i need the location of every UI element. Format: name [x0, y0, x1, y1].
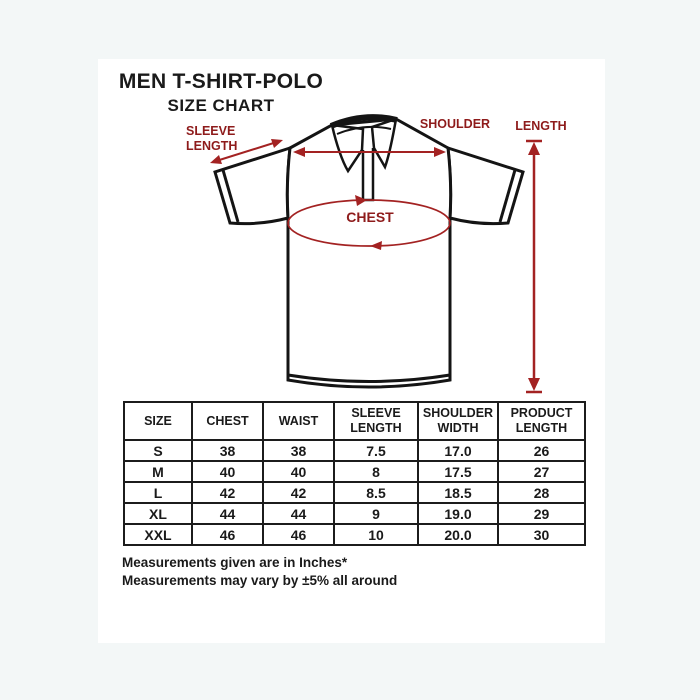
col-header-sleeve-length: SLEEVE LENGTH: [334, 402, 418, 440]
table-row-l: [124, 482, 585, 503]
cell-waist: 44: [263, 503, 334, 524]
cell-size: S: [124, 440, 192, 461]
table-row-m: [124, 461, 585, 482]
cell-size: M: [124, 461, 192, 482]
cell-sleeve-length: 7.5: [334, 440, 418, 461]
length-label: LENGTH: [515, 119, 567, 133]
cell-shoulder-width: 18.5: [418, 482, 498, 503]
cell-shoulder-width: 19.0: [418, 503, 498, 524]
cell-chest: 46: [192, 524, 263, 545]
cell-shoulder-width: 20.0: [418, 524, 498, 545]
cell-waist: 42: [263, 482, 334, 503]
cell-product-length: 28: [498, 482, 585, 503]
col-header-waist: WAIST: [263, 402, 334, 440]
col-header-size: SIZE: [124, 402, 192, 440]
length-arrow: [526, 141, 542, 392]
cell-waist: 46: [263, 524, 334, 545]
measurement-notes: [122, 554, 397, 590]
col-header-chest: CHEST: [192, 402, 263, 440]
sleeve-length-label: SLEEVE LENGTH: [186, 124, 238, 153]
note-tolerance: Measurements may vary by ±5% all around: [122, 573, 398, 588]
cell-sleeve-length: 8.5: [334, 482, 418, 503]
right-sleeve: [448, 148, 523, 224]
cell-waist: 38: [263, 440, 334, 461]
left-sleeve: [215, 148, 290, 224]
page-title: MEN T-SHIRT-POLO: [118, 70, 324, 93]
note-units: Measurements given are in Inches*: [122, 555, 348, 570]
placket: [363, 148, 373, 200]
cell-product-length: 30: [498, 524, 585, 545]
size-table-header-row: [124, 402, 585, 440]
shoulder-label: SHOULDER: [419, 117, 491, 131]
cell-sleeve-length: 10: [334, 524, 418, 545]
cell-waist: 40: [263, 461, 334, 482]
cell-size: L: [124, 482, 192, 503]
table-row-xl: [124, 503, 585, 524]
col-header-shoulder-width: SHOULDER WIDTH: [418, 402, 498, 440]
cell-chest: 38: [192, 440, 263, 461]
cell-chest: 44: [192, 503, 263, 524]
chest-label: CHEST: [346, 209, 394, 225]
cell-product-length: 26: [498, 440, 585, 461]
page-subtitle: SIZE CHART: [167, 96, 275, 115]
cell-sleeve-length: 9: [334, 503, 418, 524]
cell-shoulder-width: 17.0: [418, 440, 498, 461]
cell-size: XL: [124, 503, 192, 524]
cell-sleeve-length: 8: [334, 461, 418, 482]
cell-shoulder-width: 17.5: [418, 461, 498, 482]
size-table: [123, 401, 586, 546]
table-row-xxl: [124, 524, 585, 545]
cell-chest: 40: [192, 461, 263, 482]
cell-product-length: 29: [498, 503, 585, 524]
cell-size: XXL: [124, 524, 192, 545]
cell-product-length: 27: [498, 461, 585, 482]
col-header-product-length: PRODUCT LENGTH: [498, 402, 585, 440]
table-row-s: [124, 440, 585, 461]
cell-chest: 42: [192, 482, 263, 503]
